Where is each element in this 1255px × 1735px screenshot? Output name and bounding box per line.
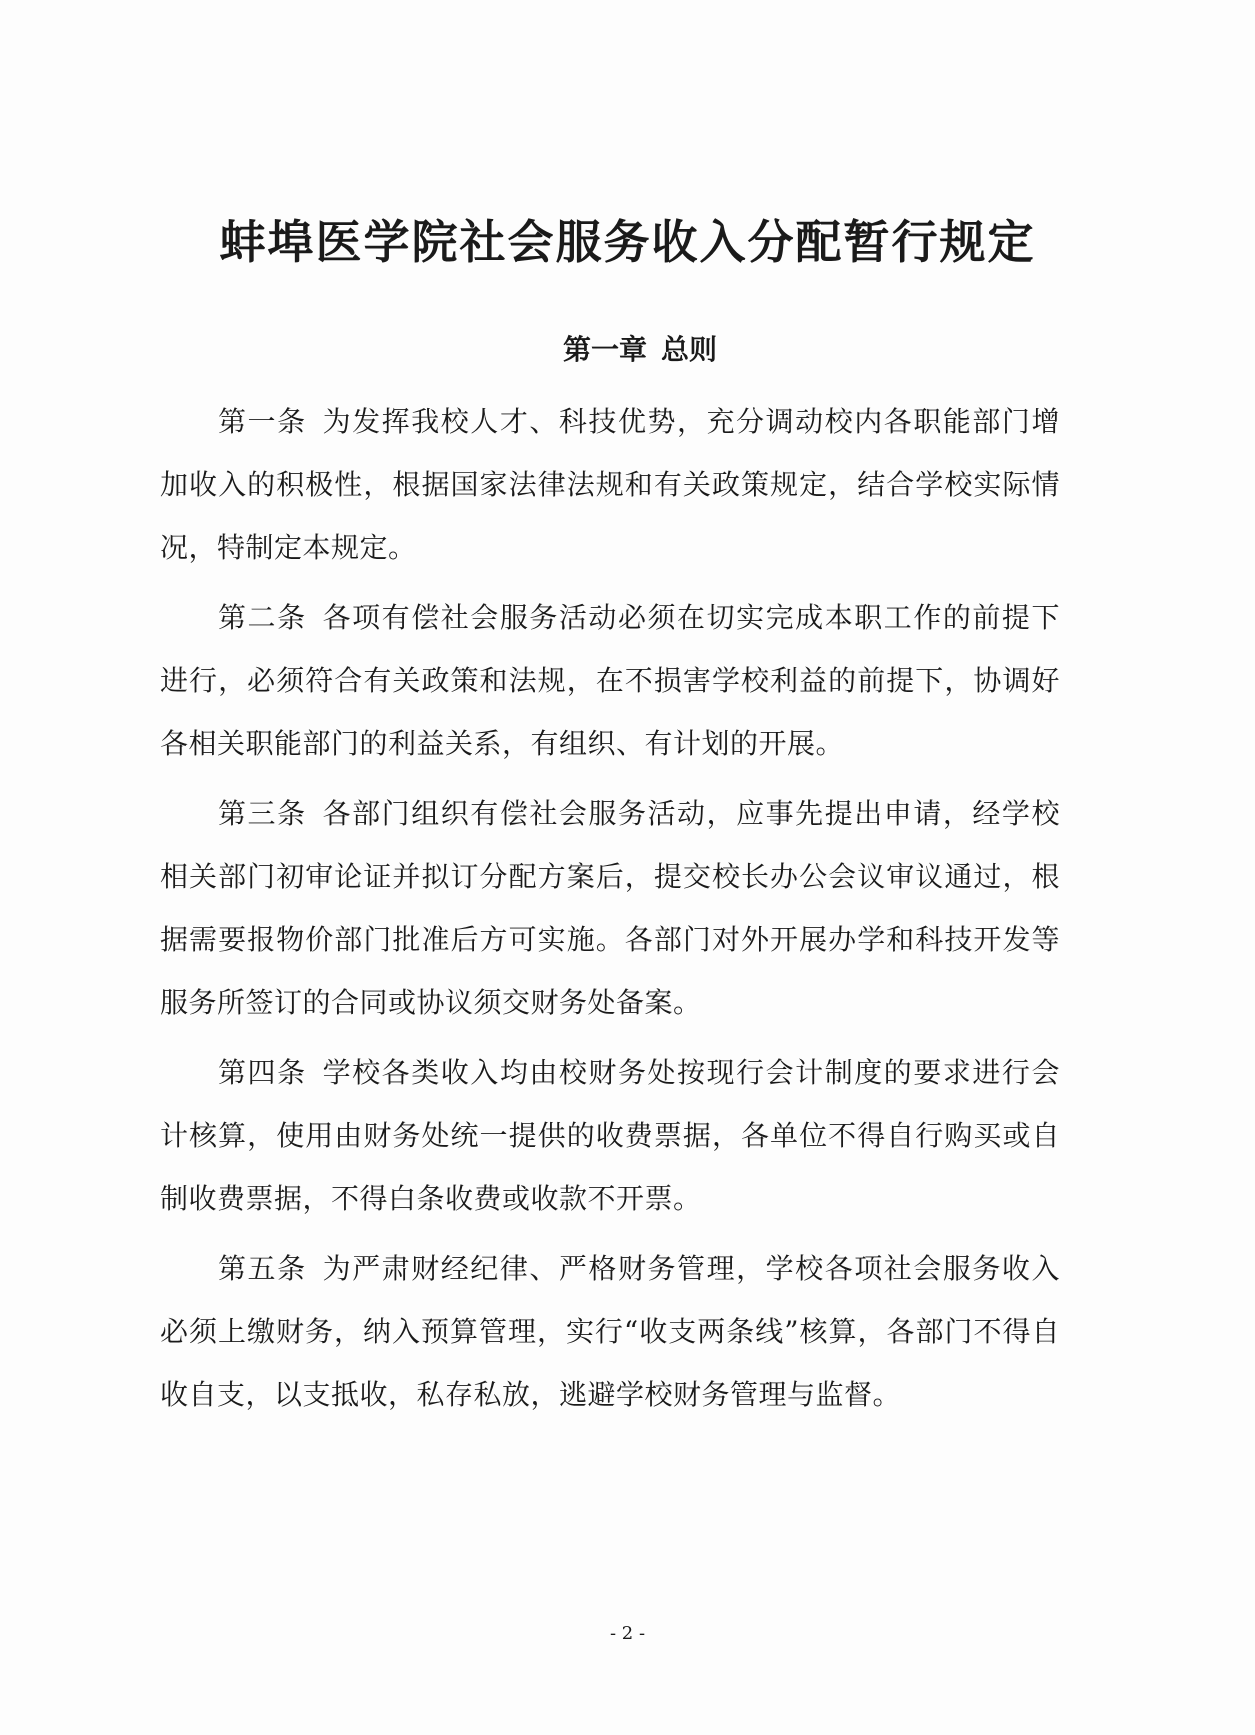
article-4 [160,1041,1060,1230]
chapter-name: 总则 [661,333,718,366]
article-2 [160,586,1060,775]
article-number: 第四条 [218,1056,307,1089]
article-5 [160,1237,1060,1426]
article-1 [160,390,1060,579]
chapter-number: 第一章 [562,333,647,366]
document-title: 蚌埠医学院社会服务收入分配暂行规定 [219,215,1036,269]
article-3 [160,782,1060,1034]
document-body [160,390,1060,1426]
article-number: 第一条 [218,405,307,438]
article-number: 第五条 [218,1252,307,1285]
chapter-heading [0,330,1255,370]
article-text: 为严肃财经纪律、严格财务管理，学校各项社会服务收入必须上缴财务，纳入预算管理，实行“收支两条线”核算，各部门不得自收自支，以支抵收，私存私放，逃避学校财务管理与监督。 [160,1252,1060,1411]
article-text: 学校各类收入均由校财务处按现行会计制度的要求进行会计核算，使用由财务处统一提供的收费票据，各单位不得自行购买或自制收费票据，不得白条收费或收款不开票。 [160,1056,1060,1215]
article-number: 第三条 [218,797,307,830]
article-number: 第二条 [218,601,307,634]
article-text: 为发挥我校人才、科技优势，充分调动校内各职能部门增加收入的积极性，根据国家法律法规和有关政策规定，结合学校实际情况，特制定本规定。 [160,405,1060,564]
page-number: - 2 - [609,1623,646,1644]
article-text: 各项有偿社会服务活动必须在切实完成本职工作的前提下进行，必须符合有关政策和法规，在不损害学校利益的前提下，协调好各相关职能部门的利益关系，有组织、有计划的开展。 [160,601,1060,760]
article-text: 各部门组织有偿社会服务活动，应事先提出申请，经学校相关部门初审论证并拟订分配方案后，提交校长办公会议审议通过，根据需要报物价部门批准后方可实施。各部门对外开展办学和科技开发等服务所签订的合同或协议须交财务处备案。 [160,797,1060,1019]
